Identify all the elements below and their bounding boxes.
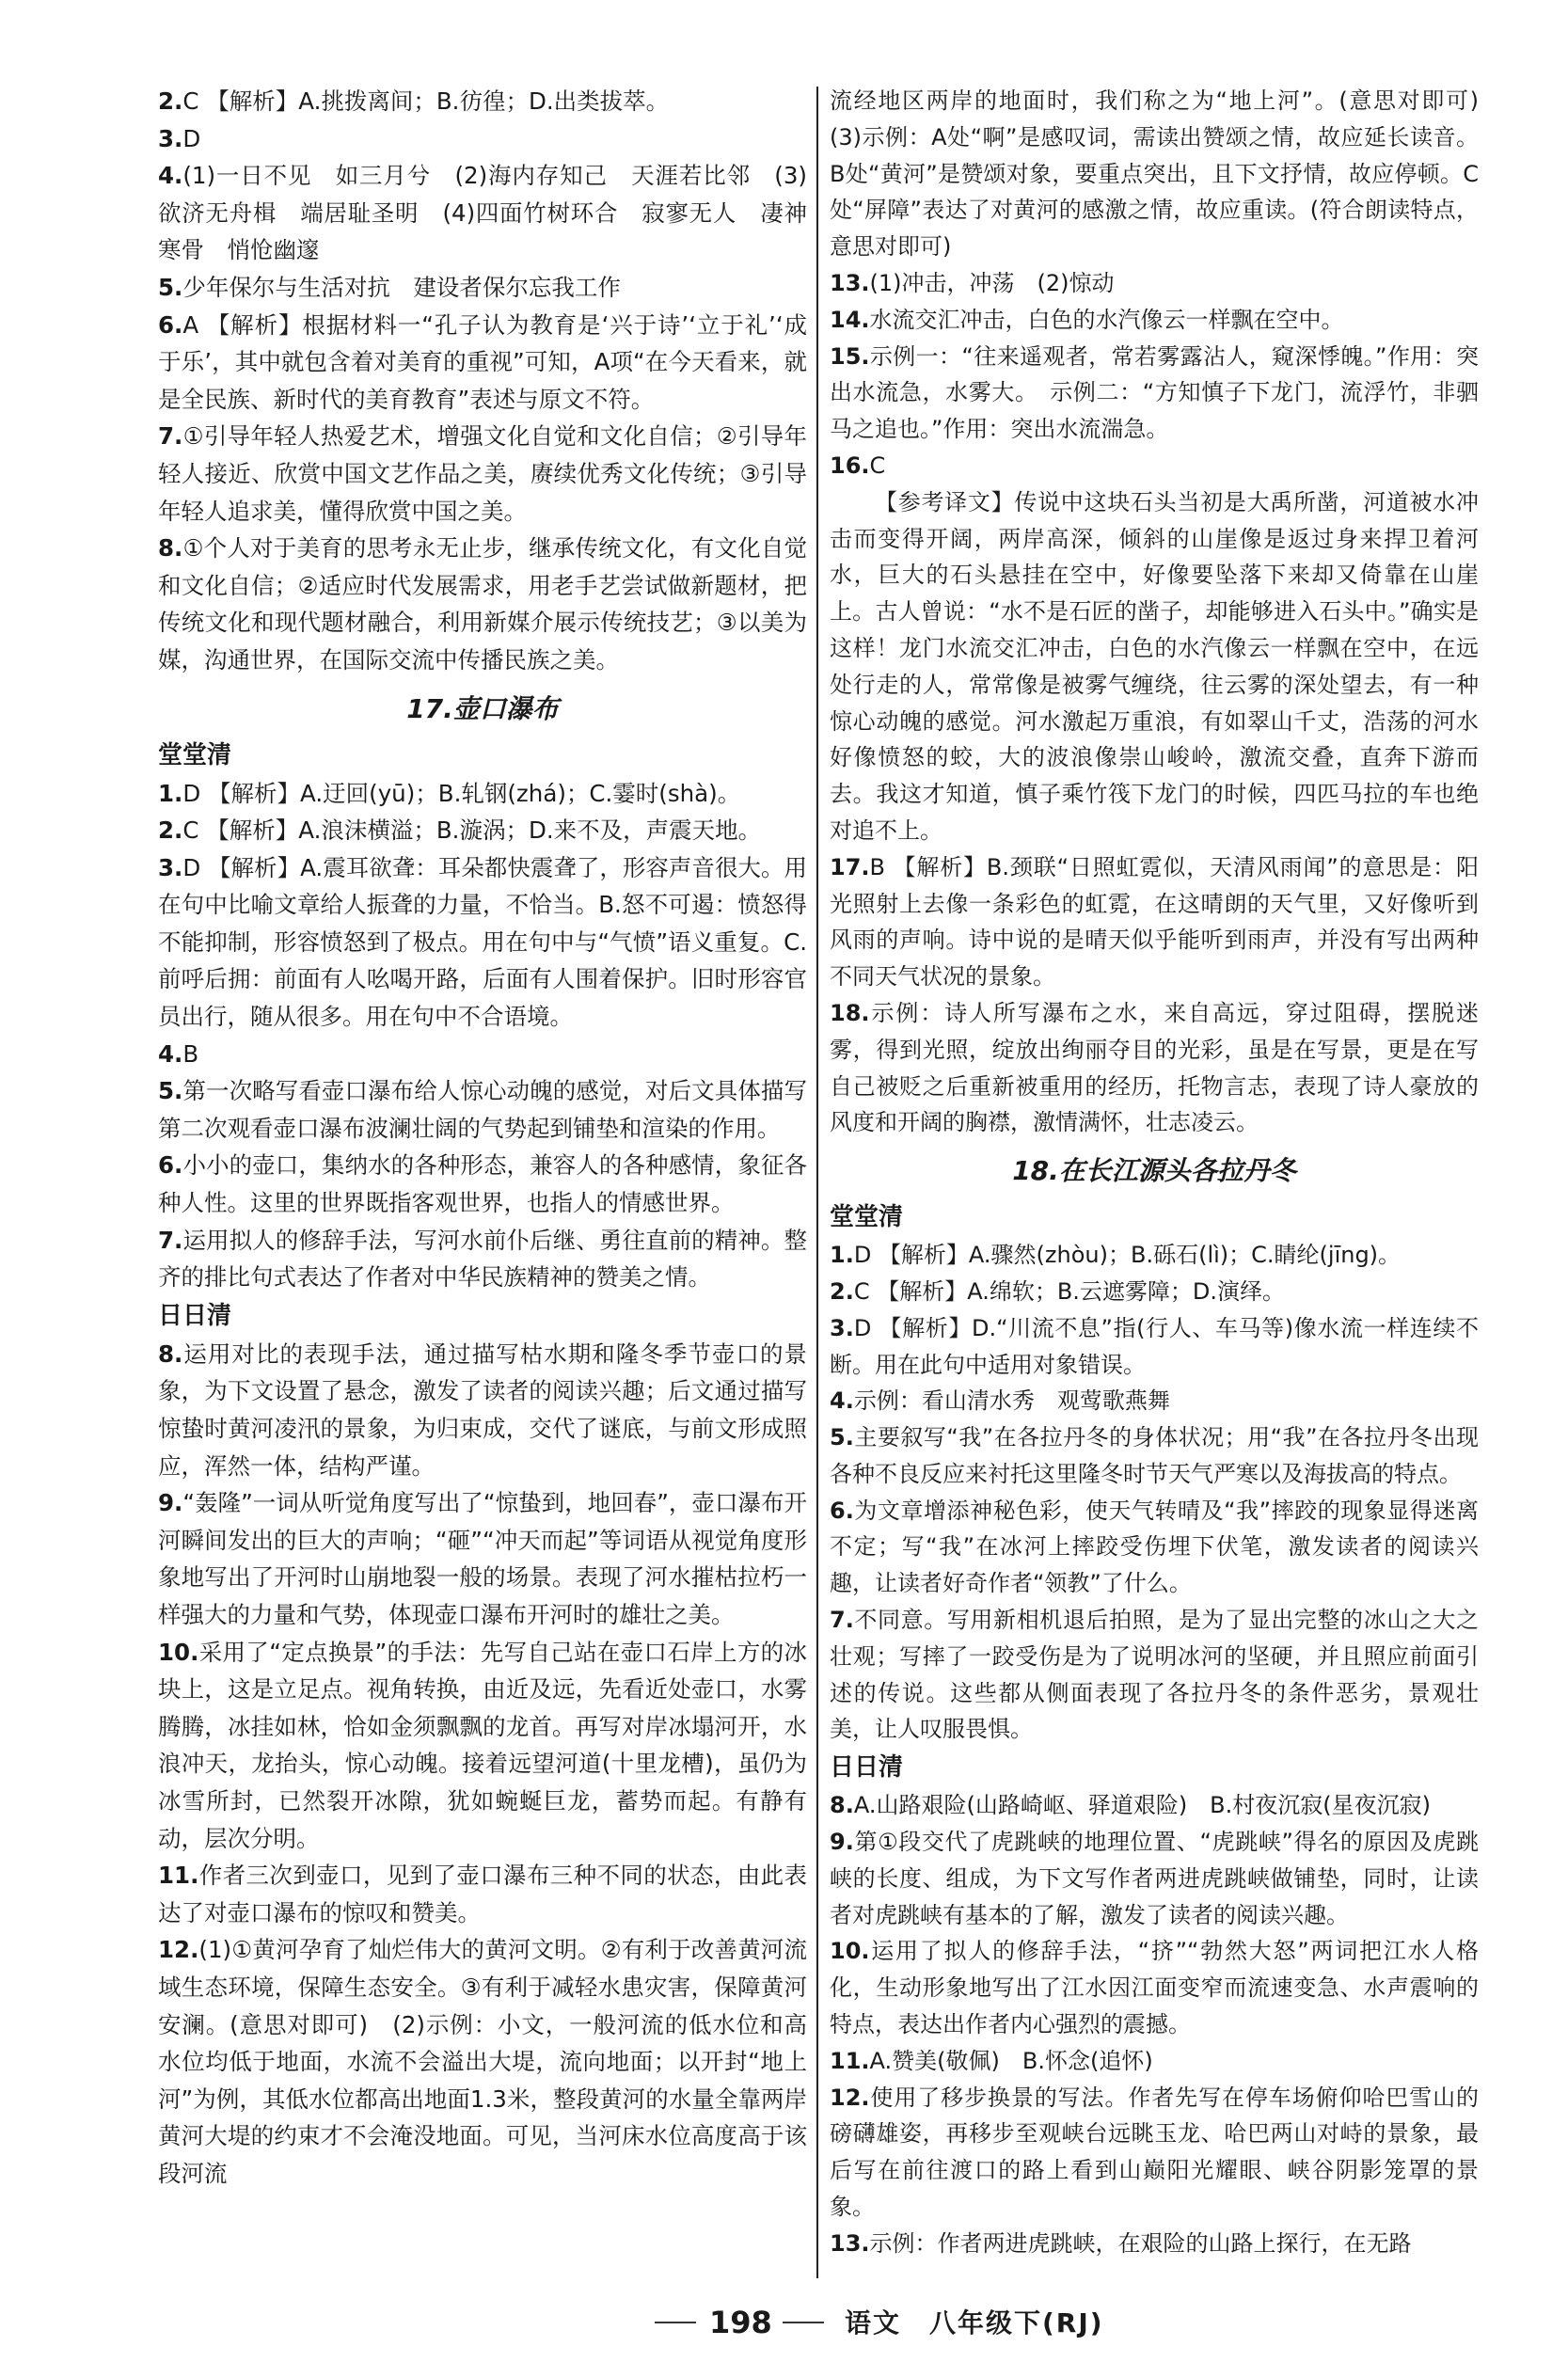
answer-number: 4. bbox=[158, 162, 183, 190]
answer-number: 1. bbox=[830, 1242, 854, 1269]
answer-item bbox=[830, 448, 1479, 484]
answer-text: 使用了移步换景的写法。作者先写在停车场俯仰哈巴雪山的磅礴雄姿，再移步至观峡台远眺玉龙、哈巴两山对峙的景象，最后写在前往渡口的路上看到山巅阳光耀眼、峡谷阴影笼罩的景象。 bbox=[830, 2084, 1479, 2221]
answer-number: 1. bbox=[158, 779, 183, 807]
answer-text: 【参考译文】传说中这块石头当初是大禹所凿，河道被水冲击而变得开阔，两岸高深，倾斜的山崖像是返过身来捍卫着河水，巨大的石头悬挂在空中，好像要坠落下来却又倚靠在山崖上。古人曾说：“水不是石匠的凿子，却能够进入石头中。”确实是这样！龙门水流交汇冲击，白色的水汽像云一样飘在空中，在远处行走的人，常常像是被雾气缠绕，往云雾的深处望去，有一种惊心动魄的感觉。河水激起万重浪，有如翠山千丈，浩荡的河水好像愤怒的蛟，大的波浪像崇山峻岭，激流交叠，直奔下游而去。我这才知道，慎子乘竹筏下龙门的时候，四匹马拉的车也绝对追不上。 bbox=[830, 488, 1479, 844]
answer-number: 4. bbox=[830, 1387, 854, 1415]
answer-text: B 【解析】B.颈联“日照虹霓似，天清风雨闻”的意思是：阳光照射上去像一条彩色的虹霓，在这晴朗的天气里，又好像听到风雨的声响。诗中说的是晴天似乎能听到雨声，并没有写出两种不同天气状况的景象。 bbox=[830, 853, 1479, 991]
answer-text: 主要叙写“我”在各拉丹冬的身体状况；用“我”在各拉丹冬出现各种不良反应来衬托这里隆冬时节天气严寒以及海拔高的特点。 bbox=[830, 1424, 1479, 1487]
answer-item bbox=[158, 1484, 807, 1633]
answer-text: 第①段交代了虎跳峡的地理位置、“虎跳峡”得名的原因及虎跳峡的长度、组成，为下文写作者两进虎跳峡做铺垫，同时，让读者对虎跳峡有基本的了解，激发了读者的阅读兴趣。 bbox=[830, 1829, 1479, 1928]
answer-item bbox=[830, 2080, 1479, 2226]
subsection-heading: 堂堂清 bbox=[830, 1203, 904, 1232]
answer-item bbox=[158, 157, 807, 269]
answer-number: 7. bbox=[158, 422, 183, 451]
answer-text: D 【解析】A.震耳欲聋：耳朵都快震聋了，形容声音很大。用在句中比喻文章给人振聋的力量，不恰当。B.怒不可遏：愤怒得不能抑制，形容愤怒到了极点。用在句中与“气愤”语义重复。C.前呼后拥：前面有人吆喝开路，后面有人围着保护。旧时形容官员出行，随从很多。用在句中不合语境。 bbox=[158, 853, 807, 1031]
answer-item bbox=[830, 995, 1479, 1141]
answer-text: ①个人对于美育的思考永无止步，继承传统文化，有文化自觉和文化自信；②适应时代发展需求，用老手艺尝试做新题材，把传统文化和现代题材融合，利用新媒介展示传统技艺；③以美为媒，沟通世界，在国际交流中传播民族之美。 bbox=[158, 534, 807, 674]
answer-text: 示例一：“往来遥观者，常若雾露沾人，窥深悸魄。”作用：突出水流急，水雾大。 示例二：“方知慎子下龙门，流浮竹，非驷马之追也。”作用：突出水流湍急。 bbox=[830, 342, 1479, 443]
subsection-heading: 日日清 bbox=[830, 1753, 904, 1783]
answer-number: 2. bbox=[158, 87, 183, 115]
answer-text: 示例：作者两进虎跳峡，在艰险的山路上探行，在无路 bbox=[869, 2229, 1412, 2257]
answer-text: 第一次略写看壶口瀑布给人惊心动魄的感觉，对后文具体描写第二次观看壶口瀑布波澜壮阔的气势起到铺垫和渲染的作用。 bbox=[158, 1077, 807, 1142]
answer-item bbox=[830, 1933, 1479, 2042]
answer-item bbox=[830, 302, 1479, 339]
answer-number: 2. bbox=[158, 816, 183, 845]
answer-number: 7. bbox=[830, 1607, 854, 1634]
answer-item bbox=[158, 1336, 807, 1484]
footer-dash-left bbox=[655, 2322, 696, 2323]
answer-text: D bbox=[182, 124, 201, 152]
answer-item bbox=[158, 1857, 807, 1931]
answer-item bbox=[158, 1147, 807, 1221]
answer-number: 14. bbox=[830, 306, 870, 333]
answer-item bbox=[158, 1634, 807, 1858]
answer-item bbox=[830, 1787, 1479, 1824]
answer-item bbox=[830, 339, 1479, 448]
answer-item bbox=[158, 1222, 807, 1296]
answer-number: 10. bbox=[158, 1638, 199, 1666]
answer-number: 6. bbox=[158, 310, 183, 339]
answer-text: C 【解析】A.绵软；B.云遮雾障；D.演绎。 bbox=[853, 1277, 1286, 1305]
answer-item bbox=[158, 307, 807, 419]
answer-text: 少年保尔与生活对抗 建设者保尔忘我工作 bbox=[182, 273, 621, 301]
answer-number: 9. bbox=[158, 1489, 183, 1517]
answer-item bbox=[158, 269, 807, 307]
answer-text: (1)①黄河孕育了灿烂伟大的黄河文明。②有利于改善黄河流域生态环境，保障生态安全。③有利于减轻水患灾害，保障黄河安澜。(意思对即可) (2)示例：小文，一般河流的低水位和高水位均低于地面，水流不会溢出大堤，流向地面；以开封“地上河”为例，其低水位都高出地面1.3米，整段黄河的水量全靠两岸黄河大堤的约束才不会淹没地面。可见，当河床水位高度高于该段河流 bbox=[158, 1936, 807, 2187]
answer-item bbox=[158, 83, 807, 120]
answer-item bbox=[158, 530, 807, 678]
answer-number: 2. bbox=[830, 1277, 854, 1305]
answer-number: 8. bbox=[830, 1792, 854, 1819]
section-title: 18.在长江源头各拉丹冬 bbox=[1012, 1155, 1296, 1187]
answer-item bbox=[830, 265, 1479, 302]
answer-number: 3. bbox=[830, 1314, 854, 1341]
answer-item bbox=[158, 1072, 807, 1147]
answer-item bbox=[830, 1383, 1479, 1419]
answer-item bbox=[830, 1274, 1479, 1310]
answer-text: 小小的壶口，集纳水的各种形态，兼容人的各种感情，象征各种人性。这里的世界既指客观世界，也指人的情感世界。 bbox=[158, 1151, 807, 1217]
footer-dash-right bbox=[783, 2322, 824, 2323]
answer-item bbox=[158, 812, 807, 849]
answer-text: (1)一日不见 如三月兮 (2)海内存知己 天涯若比邻 (3)欲济无舟楫 端居耻圣明 (4)四面竹树环合 寂寥无人 凄神寒骨 悄怆幽邃 bbox=[158, 162, 807, 264]
answer-item bbox=[830, 1419, 1479, 1493]
answer-number: 3. bbox=[158, 853, 183, 881]
answer-item bbox=[830, 1237, 1479, 1274]
answer-text: (1)冲击，冲荡 (2)惊动 bbox=[869, 269, 1115, 296]
right-column bbox=[830, 83, 1501, 2262]
answer-text: 运用拟人的修辞手法，写河水前仆后继、勇往直前的精神。整齐的排比句式表达了作者对中华民族精神的赞美之情。 bbox=[158, 1226, 807, 1292]
column-divider bbox=[816, 87, 818, 2278]
page-number: 198 bbox=[709, 2305, 772, 2340]
answer-item bbox=[830, 484, 1479, 849]
answer-number: 5. bbox=[158, 273, 183, 301]
answer-number: 8. bbox=[158, 1340, 183, 1368]
answer-item bbox=[158, 1931, 807, 2192]
answer-number: 3. bbox=[158, 124, 183, 152]
answer-item bbox=[158, 1036, 807, 1073]
answer-number: 11. bbox=[158, 1862, 199, 1890]
answer-item bbox=[830, 1824, 1479, 1933]
subsection-heading: 堂堂清 bbox=[158, 740, 232, 769]
answer-text: 示例：诗人所写瀑布之水，来自高远，穿过阻碍，摆脱迷雾，得到光照，绽放出绚丽夺目的光彩，虽是在写景，更是在写自己被贬之后重新被重用的经历，托物言志，表现了诗人豪放的风度和开阔的胸襟，激情满怀，壮志凌云。 bbox=[830, 999, 1479, 1136]
answer-number: 8. bbox=[158, 534, 183, 563]
answer-number: 13. bbox=[830, 2229, 870, 2257]
answer-text: 采用了“定点换景”的手法：先写自己站在壶口石岸上方的冰块上，这是立足点。视角转换，由近及远，先看近处壶口，水雾腾腾，冰挂如林，恰如金须飘飘的龙首。再写对岸冰塌河开，水浪冲天，龙抬头，惊心动魄。接着远望河道(十里龙槽)，虽仍为冰雪所封，已然裂开冰隙，犹如蜿蜒巨龙，蓄势而起。有静有动，层次分明。 bbox=[158, 1638, 807, 1852]
answer-number: 12. bbox=[830, 2084, 870, 2111]
answer-text: “轰隆”一词从听觉角度写出了“惊蛰到，地回春”，壶口瀑布开河瞬间发出的巨大的声响；“砸”“冲天而起”等词语从视觉角度形象地写出了开河时山崩地裂一般的场景。表现了河水摧枯拉朽一样强大的力量和气势，体现壶口瀑布开河时的雄壮之美。 bbox=[158, 1489, 807, 1628]
answer-text: C bbox=[869, 452, 886, 479]
answer-number: 5. bbox=[158, 1077, 183, 1105]
answer-number: 11. bbox=[830, 2047, 870, 2074]
answer-number: 6. bbox=[830, 1497, 854, 1524]
answer-text: 示例：看山清水秀 观莺歌燕舞 bbox=[853, 1387, 1170, 1415]
answer-text: C 【解析】A.浪沫横溢；B.漩涡；D.来不及，声震天地。 bbox=[182, 816, 762, 845]
answer-item bbox=[830, 2226, 1479, 2262]
answer-number: 17. bbox=[830, 853, 870, 880]
answer-number: 5. bbox=[830, 1424, 854, 1451]
answer-text: D 【解析】A.迂回(yū)；B.轧钢(zhá)；C.霎时(shà)。 bbox=[182, 779, 741, 807]
answer-item bbox=[830, 83, 1501, 265]
left-column bbox=[158, 83, 807, 2192]
answer-number: 6. bbox=[158, 1151, 183, 1180]
subsection-heading: 日日清 bbox=[158, 1301, 232, 1330]
answer-text: A 【解析】根据材料一“孔子认为教育是‘兴于诗’‘立于礼’‘成于乐’，其中就包含着对美育的重视”可知，A项“在今天看来，就是全民族、新时代的美育教育”表述与原文不符。 bbox=[158, 310, 807, 413]
page-footer bbox=[0, 2303, 1568, 2344]
answer-text: C 【解析】A.挑拨离间；B.彷徨；D.出类拔萃。 bbox=[182, 87, 670, 115]
answer-text: A.赞美(敬佩) B.怀念(追怀) bbox=[869, 2047, 1153, 2074]
answer-number: 15. bbox=[830, 342, 870, 370]
answer-number: 4. bbox=[158, 1039, 183, 1068]
answer-item bbox=[158, 849, 807, 1036]
answer-item bbox=[158, 120, 807, 158]
answer-number: 16. bbox=[830, 452, 870, 479]
answer-text: 作者三次到壶口，见到了壶口瀑布三种不同的状态，由此表达了对壶口瀑布的惊叹和赞美。 bbox=[158, 1862, 807, 1926]
answer-text: 水流交汇冲击，白色的水汽像云一样飘在空中。 bbox=[869, 306, 1344, 333]
answer-item bbox=[830, 2043, 1479, 2080]
answer-text: 不同意。写用新相机退后拍照，是为了显出完整的冰山之大之壮观；写摔了一跤受伤是为了说明冰河的坚硬，并且照应前面引述的传说。这些都从侧面表现了各拉丹冬的条件恶劣，景观壮美，让人叹服畏惧。 bbox=[830, 1607, 1479, 1743]
answer-text: 运用了拟人的修辞手法，“挤”“勃然大怒”两词把江水人格化，生动形象地写出了江水因江面变窄而流速变急、水声震响的特点，表达出作者内心强烈的震撼。 bbox=[830, 1938, 1479, 2038]
answer-item bbox=[158, 418, 807, 530]
answer-number: 7. bbox=[158, 1226, 183, 1254]
answer-number: 12. bbox=[158, 1936, 199, 1964]
answer-number: 13. bbox=[830, 269, 870, 296]
answer-text: 运用对比的表现手法，通过描写枯水期和隆冬季节壶口的景象，为下文设置了悬念，激发了读者的阅读兴趣；后文通过描写惊蛰时黄河凌汛的景象，为归束成，交代了谜底，与前文形成照应，浑然一体，结构严谨。 bbox=[158, 1340, 807, 1480]
answer-number: 9. bbox=[830, 1829, 854, 1856]
answer-text: ①引导年轻人热爱艺术，增强文化自觉和文化自信；②引导年轻人接近、欣赏中国文艺作品之美，赓续优秀文化传统；③引导年轻人追求美，懂得欣赏中国之美。 bbox=[158, 422, 807, 525]
answer-text: 为文章增添神秘色彩，使天气转晴及“我”摔跤的现象显得迷离不定；写“我”在冰河上摔跤受伤埋下伏笔，激发读者的阅读兴趣，让读者好奇作者“领教”了什么。 bbox=[830, 1497, 1479, 1597]
answer-text: D 【解析】A.骤然(zhòu)；B.砾石(lì)；C.睛纶(jīng)。 bbox=[853, 1242, 1402, 1269]
answer-text: A.山路艰险(山路崎岖、驿道艰险) B.村夜沉寂(星夜沉寂) bbox=[853, 1792, 1431, 1819]
answer-item bbox=[830, 1493, 1479, 1602]
answer-item bbox=[830, 1310, 1479, 1384]
section-title: 17.壶口瀑布 bbox=[406, 692, 559, 724]
answer-item bbox=[158, 775, 807, 813]
answer-item bbox=[830, 1602, 1479, 1748]
answer-number: 10. bbox=[830, 1938, 870, 1965]
answer-text: 流经地区两岸的地面时，我们称之为“地上河”。(意思对即可) (3)示例：A处“啊”是感叹词，需读出赞颂之情，故应延长读音。B处“黄河”是赞颂对象，要重点突出，且下文抒情，故应停顿。C处“屏障”表达了对黄河的感激之情，故应重读。(符合朗读特点，意思对即可) bbox=[830, 87, 1501, 261]
answer-text: B bbox=[182, 1039, 199, 1068]
answer-text: D 【解析】D.“川流不息”指(行人、车马等)像水流一样连续不断。用在此句中适用对象错误。 bbox=[830, 1314, 1479, 1378]
answer-number: 18. bbox=[830, 999, 870, 1026]
subject-label: 语文 八年级下(RJ) bbox=[845, 2307, 1104, 2338]
answer-item bbox=[830, 849, 1479, 995]
